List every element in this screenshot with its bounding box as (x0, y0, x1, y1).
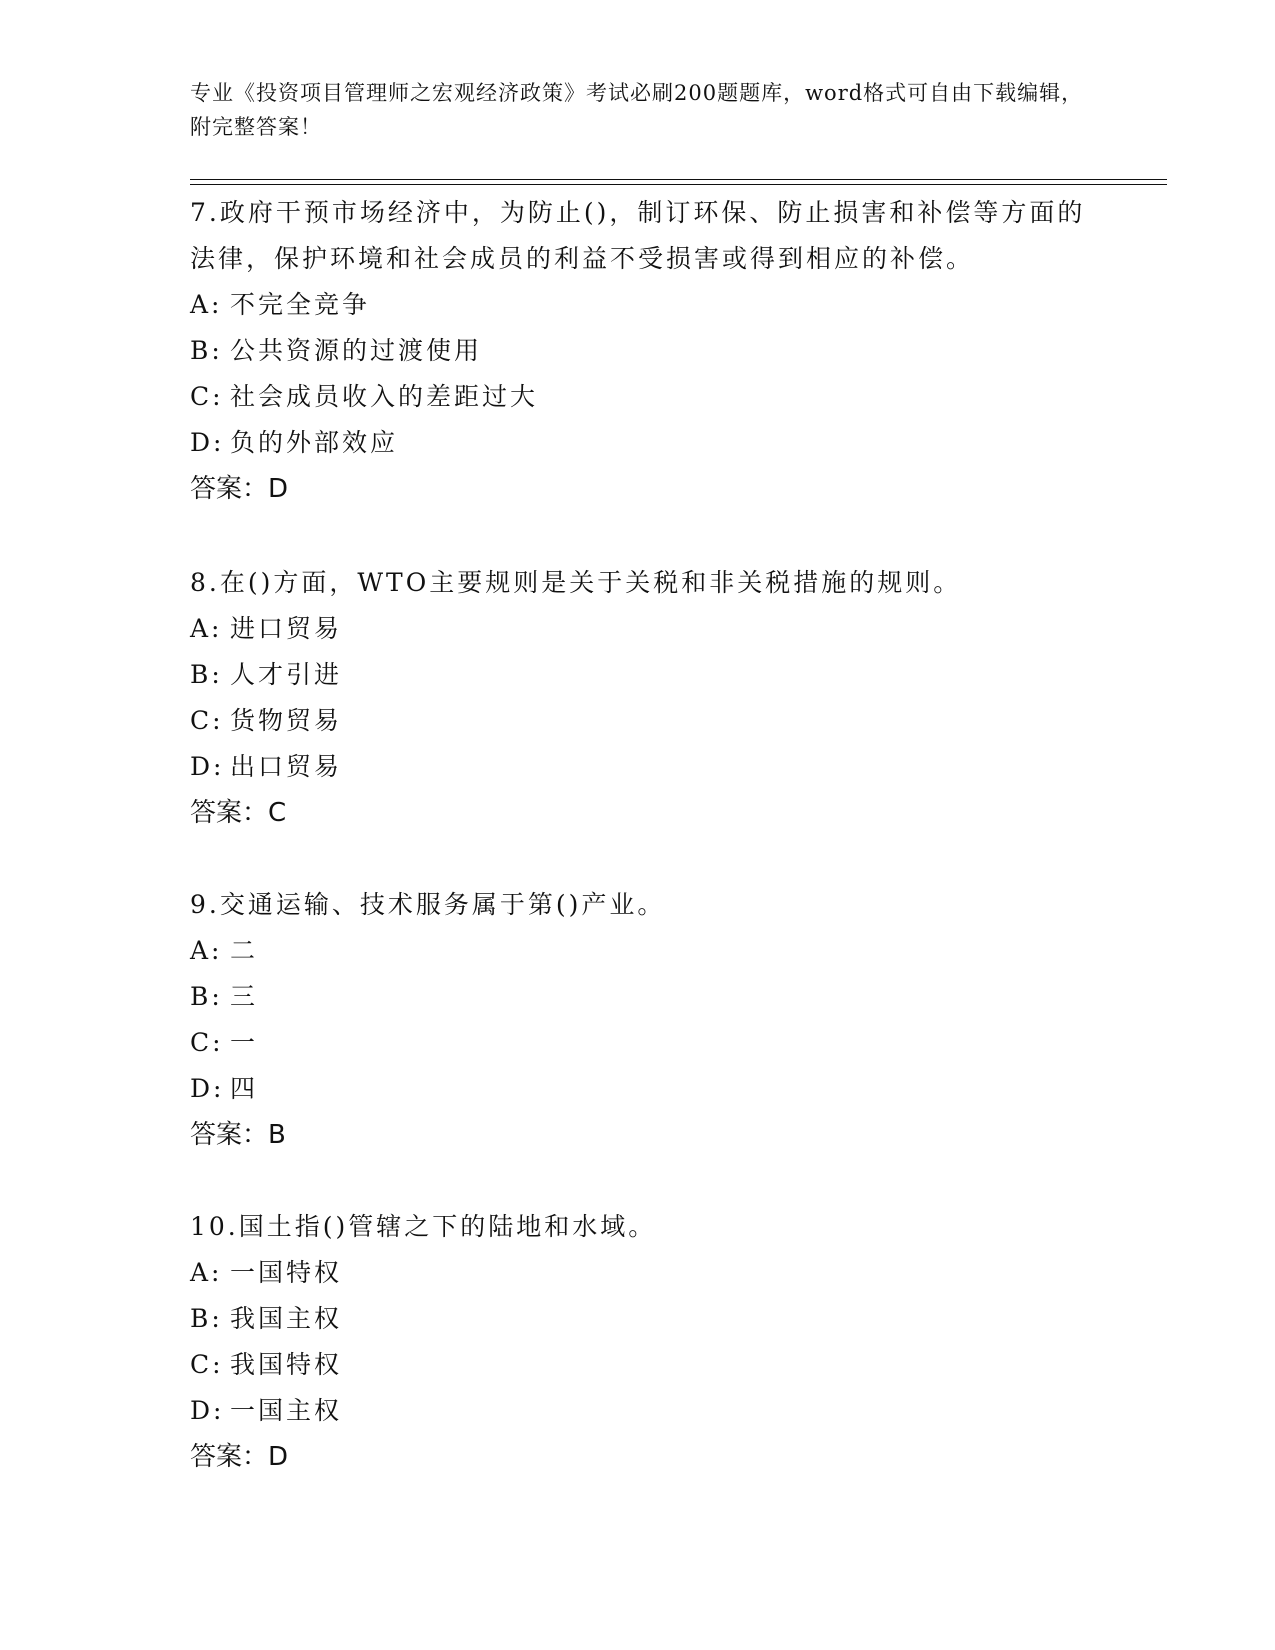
option-text: 进口贸易 (230, 614, 343, 643)
option-text: 公共资源的过渡使用 (230, 336, 483, 365)
option-b (190, 328, 1090, 374)
option-text: 三 (230, 982, 259, 1011)
question-stem: 7.政府干预市场经济中，为防止()，制订环保、防止损害和补偿等方面的法律，保护环境和社会成员的利益不受损害或得到相应的补偿。 (190, 198, 1086, 273)
option-key: D: (190, 752, 225, 781)
option-key: A: (190, 936, 223, 965)
header-divider-top (190, 179, 1167, 180)
option-b (190, 652, 1090, 698)
option-text: 一国主权 (230, 1396, 343, 1425)
option-key: C: (190, 1028, 224, 1057)
option-text: 不完全竞争 (230, 290, 371, 319)
option-key: D: (190, 428, 225, 457)
option-text: 一国特权 (230, 1258, 343, 1287)
option-key: B: (190, 660, 223, 689)
option-c (190, 1020, 1090, 1066)
document-intro: 专业《投资项目管理师之宏观经济政策》考试必刷200题题库，word格式可自由下载编辑，附完整答案！ (190, 81, 1084, 139)
option-text: 货物贸易 (230, 706, 343, 735)
option-key: C: (190, 382, 224, 411)
question-stem: 10.国土指()管辖之下的陆地和水域。 (190, 1212, 657, 1241)
option-text: 二 (230, 936, 259, 965)
option-a (190, 1250, 1090, 1296)
option-c (190, 698, 1090, 744)
option-text: 负的外部效应 (230, 428, 399, 457)
option-d (190, 1388, 1090, 1434)
option-key: D: (190, 1396, 225, 1425)
option-a (190, 282, 1090, 328)
option-key: A: (190, 290, 223, 319)
option-text: 人才引进 (230, 660, 343, 689)
option-d (190, 1066, 1090, 1112)
option-text: 一 (230, 1028, 259, 1057)
answer-line: 答案：D (190, 474, 289, 504)
option-d (190, 420, 1090, 466)
option-key: A: (190, 614, 223, 643)
option-text: 四 (230, 1074, 259, 1103)
question-8 (190, 560, 1090, 836)
option-key: B: (190, 1304, 223, 1333)
option-key: B: (190, 982, 223, 1011)
answer-line: 答案：B (190, 1120, 286, 1150)
option-key: C: (190, 706, 224, 735)
option-key: C: (190, 1350, 224, 1379)
option-a (190, 606, 1090, 652)
option-c (190, 374, 1090, 420)
question-9 (190, 882, 1090, 1158)
header-divider-bottom (190, 184, 1167, 185)
option-key: D: (190, 1074, 225, 1103)
question-stem: 9.交通运输、技术服务属于第()产业。 (190, 890, 666, 919)
option-text: 我国主权 (230, 1304, 343, 1333)
answer-line: 答案：C (190, 798, 287, 828)
option-text: 出口贸易 (230, 752, 343, 781)
option-a (190, 928, 1090, 974)
option-b (190, 974, 1090, 1020)
question-10 (190, 1204, 1090, 1480)
option-d (190, 744, 1090, 790)
option-text: 我国特权 (230, 1350, 343, 1379)
question-7 (190, 190, 1090, 512)
option-text: 社会成员收入的差距过大 (230, 382, 539, 411)
option-b (190, 1296, 1090, 1342)
question-stem: 8.在()方面，WTO主要规则是关于关税和非关税措施的规则。 (190, 568, 962, 597)
option-c (190, 1342, 1090, 1388)
option-key: A: (190, 1258, 223, 1287)
option-key: B: (190, 336, 223, 365)
answer-line: 答案：D (190, 1442, 289, 1472)
